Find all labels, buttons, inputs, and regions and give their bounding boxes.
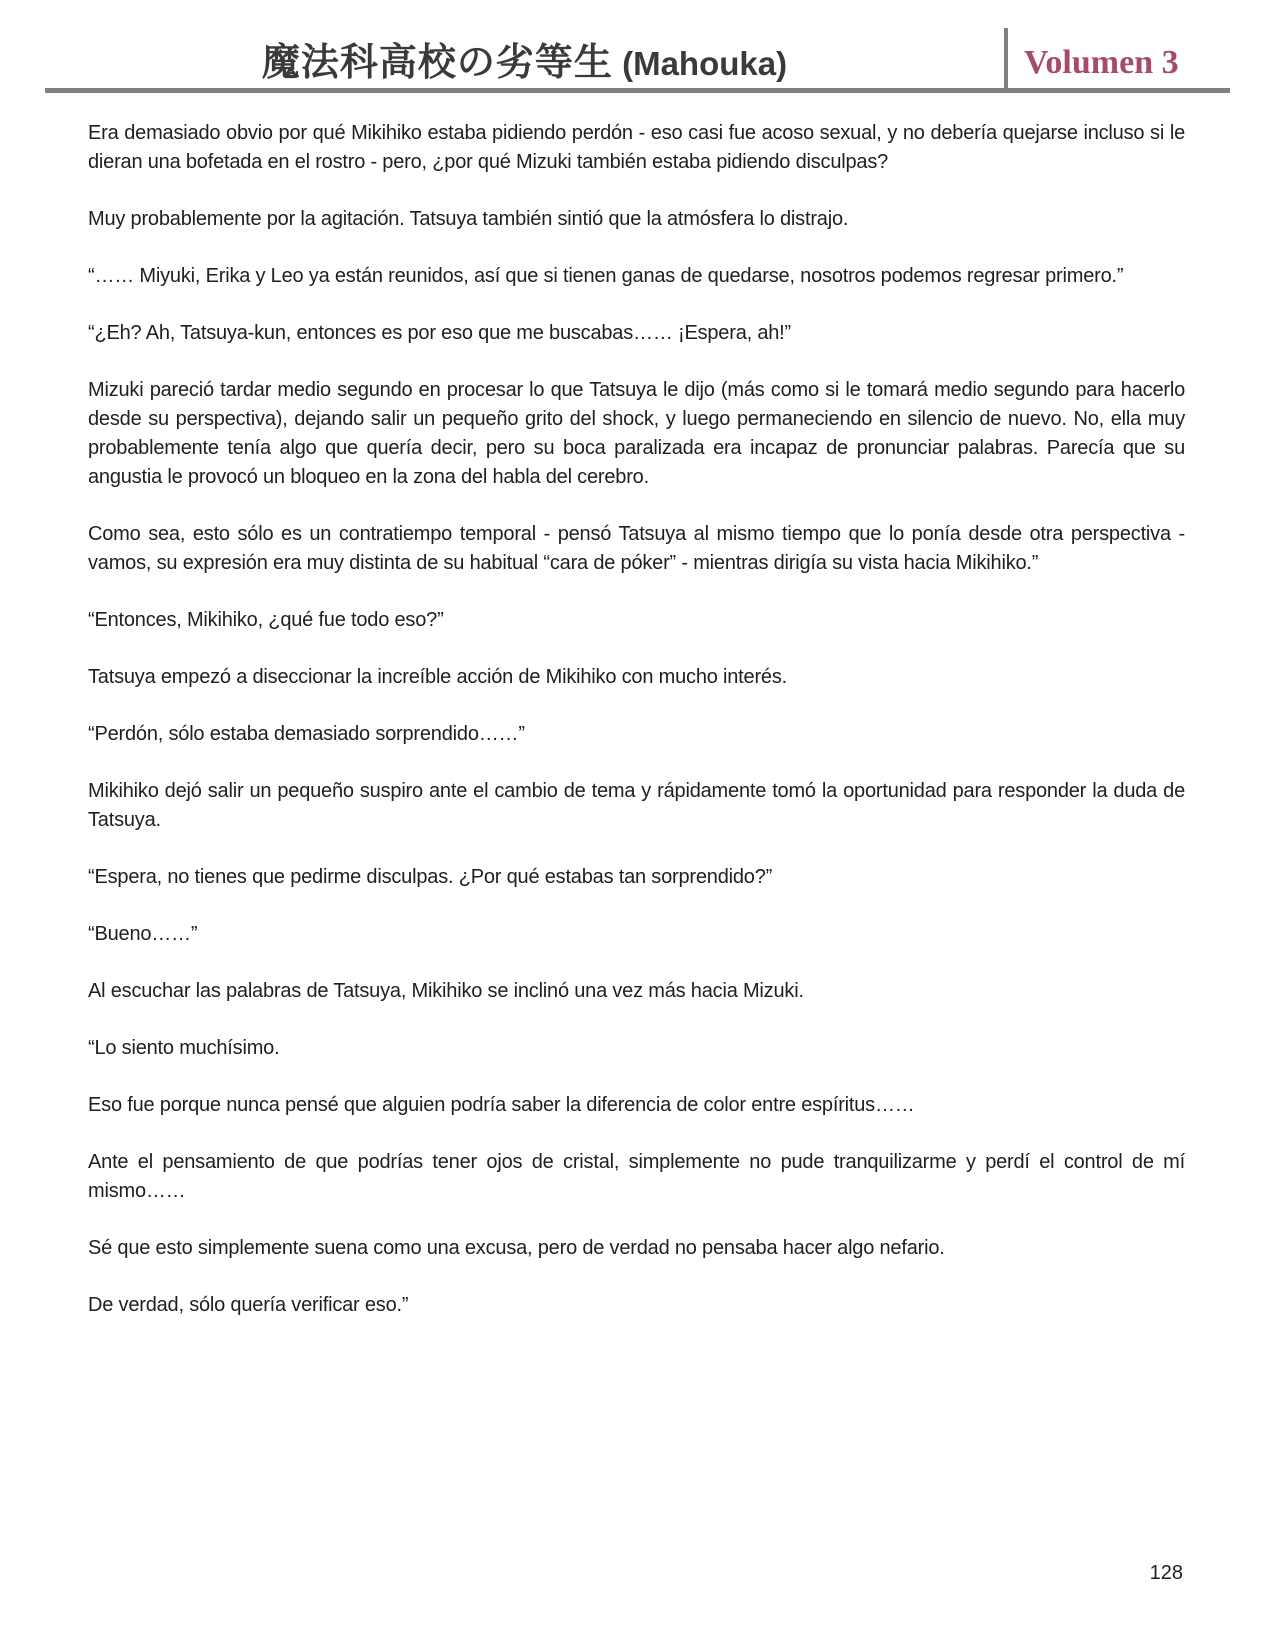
volume-label: Volumen 3 (1024, 44, 1179, 81)
paragraph: De verdad, sólo quería verificar eso.” (88, 1294, 409, 1316)
paragraph: Sé que esto simplemente suena como una excusa, pero de verdad no pensaba hacer algo nefario. (88, 1237, 945, 1259)
paragraph: Tatsuya empezó a diseccionar la increíble acción de Mikihiko con mucho interés. (88, 666, 788, 688)
paragraph: “Lo siento muchísimo. (88, 1037, 280, 1059)
page-title (262, 44, 787, 82)
volume-cell (1008, 46, 1230, 88)
text-content (88, 119, 1185, 1320)
paragraph: Como sea, esto sólo es un contratiempo temporal - pensó Tatsuya al mismo tiempo que lo ponía desde otra perspectiva - vamos, su expresión era muy distinta de su habitual “cara de póker” - mientras dirigía su vista hacia Mikihiko.” (88, 523, 1185, 574)
paragraph: Mikihiko dejó salir un pequeño suspiro ante el cambio de tema y rápidamente tomó la oportunidad para responder la duda de Tatsuya. (88, 780, 1185, 831)
paragraph: Era demasiado obvio por qué Mikihiko estaba pidiendo perdón - eso casi fue acoso sexual, y no debería quejarse incluso si le dieran una bofetada en el rostro - pero, ¿por qué Mizuki también estaba pidiendo disculpas? (88, 122, 1185, 173)
page-header (45, 26, 1230, 93)
page-body (45, 119, 1230, 1320)
paragraph: “…… Miyuki, Erika y Leo ya están reunidos, así que si tienen ganas de quedarse, nosotros podemos regresar primero.” (88, 265, 1124, 287)
paragraph: “Entonces, Mikihiko, ¿qué fue todo eso?” (88, 609, 444, 631)
header-rule (45, 88, 1230, 93)
page-title-japanese: 魔法科高校の劣等生 (261, 42, 613, 84)
paragraph: “Espera, no tienes que pedirme disculpas. ¿Por qué estabas tan sorprendido?” (88, 866, 773, 888)
paragraph: “Bueno……” (88, 923, 198, 945)
paragraph: Eso fue porque nunca pensé que alguien podría saber la diferencia de color entre espíritus…… (88, 1094, 915, 1116)
paragraph: “¿Eh? Ah, Tatsuya-kun, entonces es por eso que me buscabas…… ¡Espera, ah!” (88, 322, 791, 344)
header-row (45, 26, 1230, 88)
page-title-latin: (Mahouka) (612, 45, 788, 82)
paragraph: Mizuki pareció tardar medio segundo en procesar lo que Tatsuya le dijo (más como si le tomará medio segundo para hacerlo desde su perspectiva), dejando salir un pequeño grito del shock, y luego permaneciendo en silencio de nuevo. No, ella muy probablemente tenía algo que quería decir, pero su boca paralizada era incapaz de pronunciar palabras. Parecía que su angustia le provocó un bloqueo en la zona del habla del cerebro. (88, 379, 1185, 488)
page-number: 128 (1149, 1562, 1183, 1584)
paragraph: “Perdón, sólo estaba demasiado sorprendido……” (88, 723, 525, 745)
title-cell (45, 44, 1004, 88)
paragraph: Ante el pensamiento de que podrías tener ojos de cristal, simplemente no pude tranquilizarme y perdí el control de mí mismo…… (88, 1151, 1185, 1202)
paragraph: Muy probablemente por la agitación. Tatsuya también sintió que la atmósfera lo distrajo. (88, 208, 849, 230)
paragraph: Al escuchar las palabras de Tatsuya, Mikihiko se inclinó una vez más hacia Mizuki. (88, 980, 804, 1002)
